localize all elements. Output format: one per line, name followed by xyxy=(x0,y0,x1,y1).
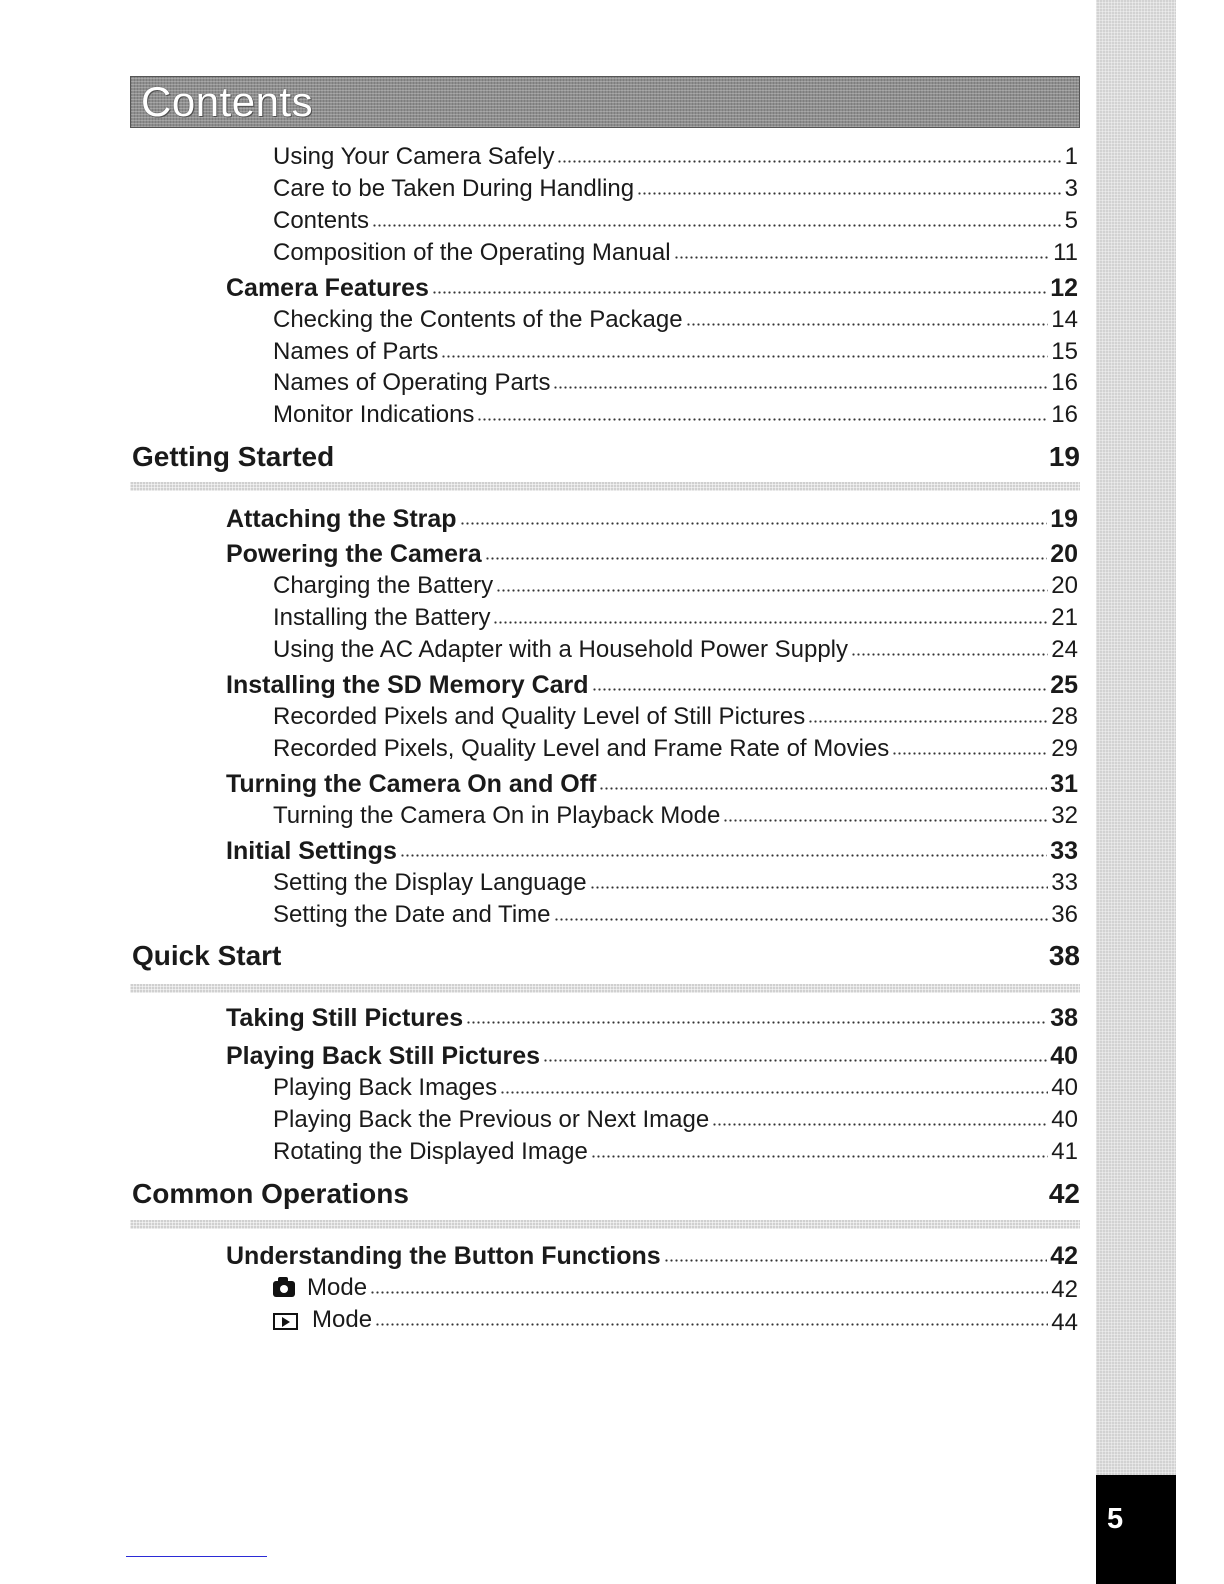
toc-entry-title xyxy=(273,1072,497,1104)
toc-entry-title xyxy=(273,634,848,666)
toc-entry-title xyxy=(273,867,587,899)
toc-entry-title xyxy=(273,570,493,602)
toc-entry-text: Playing Back Still Pictures xyxy=(226,1042,541,1070)
toc-entry-text: Mode xyxy=(312,1306,373,1333)
toc-entry-text: Taking Still Pictures xyxy=(226,1004,464,1032)
dot-leader xyxy=(493,618,1048,626)
toc-entry-title xyxy=(226,1240,661,1272)
toc-entry-title xyxy=(273,237,671,269)
section-title: Quick Start xyxy=(132,940,282,971)
toc-entry-text: Setting the Date and Time xyxy=(273,901,551,928)
toc-entry-title xyxy=(273,367,550,399)
toc-entry-subtopic[interactable] xyxy=(273,399,1078,431)
dot-leader xyxy=(500,1088,1048,1096)
toc-entry-text: Names of Operating Parts xyxy=(273,369,551,396)
toc-entry-text: Checking the Contents of the Package xyxy=(273,306,683,333)
toc-entry-text: Names of Parts xyxy=(273,338,439,365)
toc-entry-text: Using Your Camera Safely xyxy=(273,143,555,170)
toc-entry-title xyxy=(273,602,490,634)
toc-entry-title xyxy=(273,1136,588,1168)
toc-entry-subtopic[interactable] xyxy=(273,1304,1078,1336)
toc-page-number: 20 xyxy=(1051,572,1078,599)
toc-page-number: 20 xyxy=(1050,540,1078,568)
toc-entry-topic[interactable] xyxy=(226,272,1078,304)
dot-leader xyxy=(485,554,1048,562)
dot-leader xyxy=(808,717,1048,725)
toc-entry-subtopic[interactable] xyxy=(273,733,1078,765)
toc-page-number: 11 xyxy=(1053,239,1078,266)
toc-entry-text: Understanding the Button Functions xyxy=(226,1242,661,1270)
toc-page-number: 31 xyxy=(1050,770,1078,798)
toc-entry-text: Contents xyxy=(273,207,370,234)
toc-entry-subtopic[interactable] xyxy=(273,1072,1078,1104)
toc-entry-text: Recorded Pixels and Quality Level of Still Pictures xyxy=(273,703,806,730)
dot-leader xyxy=(590,883,1049,891)
section-heading[interactable] xyxy=(132,440,1080,474)
toc-entry-subtopic[interactable] xyxy=(273,336,1078,368)
dot-leader xyxy=(723,816,1048,824)
toc-entry-title xyxy=(273,800,720,832)
dot-leader xyxy=(553,383,1048,391)
toc-entry-title xyxy=(226,835,397,867)
dot-leader xyxy=(466,1018,1047,1026)
toc-page-number: 40 xyxy=(1050,1042,1078,1070)
toc-entry-subtopic[interactable] xyxy=(273,205,1078,237)
toc-entry-title xyxy=(273,336,438,368)
toc-entry-subtopic[interactable] xyxy=(273,237,1078,269)
dot-leader xyxy=(664,1256,1048,1264)
section-heading[interactable] xyxy=(132,939,1080,973)
section-page-number: 38 xyxy=(1048,940,1080,971)
dot-leader xyxy=(674,253,1051,261)
toc-entry-text: Powering the Camera xyxy=(226,540,482,568)
toc-entry-topic[interactable] xyxy=(226,1040,1078,1072)
toc-entry-topic[interactable] xyxy=(226,835,1078,867)
toc-entry-title xyxy=(226,503,457,535)
toc-page-number: 33 xyxy=(1050,837,1078,865)
toc-entry-text: Rotating the Displayed Image xyxy=(273,1138,588,1165)
dot-leader xyxy=(599,784,1047,792)
toc-page-number: 32 xyxy=(1051,802,1078,829)
toc-entry-text: Using the AC Adapter with a Household Power Supply xyxy=(273,636,849,663)
dot-leader xyxy=(591,1152,1048,1160)
toc-entry-subtopic[interactable] xyxy=(273,304,1078,336)
toc-entry-text: Setting the Display Language xyxy=(273,869,587,896)
toc-entry-title xyxy=(273,399,474,431)
toc-entry-subtopic[interactable] xyxy=(273,1272,1078,1304)
toc-entry-text: Initial Settings xyxy=(226,837,397,865)
dot-leader xyxy=(543,1056,1047,1064)
toc-page-number: 24 xyxy=(1051,636,1078,663)
toc-entry-title xyxy=(273,1304,372,1336)
toc-entry-text: Playing Back the Previous or Next Image xyxy=(273,1106,710,1133)
camera-icon xyxy=(273,1281,295,1297)
dot-leader xyxy=(460,519,1048,527)
toc-entry-title xyxy=(226,1002,463,1034)
dot-leader xyxy=(477,415,1048,423)
dot-leader xyxy=(441,352,1048,360)
toc-page-number: 40 xyxy=(1051,1106,1078,1133)
toc-entry-text: Mode xyxy=(307,1274,368,1301)
toc-page-number: 36 xyxy=(1051,901,1078,928)
section-title: Getting Started xyxy=(132,441,335,472)
dot-leader xyxy=(375,1320,1048,1328)
toc-page-number: 28 xyxy=(1051,703,1078,730)
toc-entry-text: Recorded Pixels, Quality Level and Frame Rate of Movies xyxy=(273,735,890,762)
toc-entry-topic[interactable] xyxy=(226,1240,1078,1272)
section-divider xyxy=(130,482,1080,491)
dot-leader xyxy=(712,1120,1048,1128)
toc-entry-subtopic[interactable] xyxy=(273,1136,1078,1168)
toc-entry-text: Camera Features xyxy=(226,274,429,302)
dot-leader xyxy=(686,320,1049,328)
toc-entry-text: Care to be Taken During Handling xyxy=(273,175,635,202)
toc-entry-subtopic[interactable] xyxy=(273,867,1078,899)
toc-entry-title xyxy=(226,538,482,570)
section-divider xyxy=(130,1220,1080,1229)
toc-page-number: 19 xyxy=(1050,505,1078,533)
toc-page-number: 16 xyxy=(1051,369,1078,396)
toc-page-number: 14 xyxy=(1051,306,1078,333)
toc-entry-title xyxy=(273,304,683,336)
toc-page-number: 3 xyxy=(1064,175,1078,202)
toc-page-number: 44 xyxy=(1051,1308,1078,1336)
playback-icon xyxy=(273,1313,298,1330)
toc-entry-subtopic[interactable] xyxy=(273,570,1078,602)
section-title: Common Operations xyxy=(132,1178,409,1209)
toc-page-number: 25 xyxy=(1050,671,1078,699)
toc-entry-title xyxy=(273,173,634,205)
dot-leader xyxy=(496,586,1048,594)
dot-leader xyxy=(372,221,1062,229)
dot-leader xyxy=(370,1288,1048,1296)
toc-entry-text: Attaching the Strap xyxy=(226,505,457,533)
toc-entry-title xyxy=(226,272,429,304)
section-divider xyxy=(130,984,1080,993)
toc-page-number: 16 xyxy=(1051,401,1078,428)
toc-page-number: 42 xyxy=(1051,1276,1078,1303)
toc-page-number: 15 xyxy=(1051,338,1078,365)
toc-entry-subtopic[interactable] xyxy=(273,602,1078,634)
page-title: Contents xyxy=(141,78,314,125)
toc-entry-text: Installing the SD Memory Card xyxy=(226,671,589,699)
toc-entry-subtopic[interactable] xyxy=(273,173,1078,205)
toc-entry-subtopic[interactable] xyxy=(273,701,1078,733)
dot-leader xyxy=(554,915,1049,923)
toc-page-number: 1 xyxy=(1064,143,1078,170)
dot-leader xyxy=(432,288,1047,296)
toc-entry-subtopic[interactable] xyxy=(273,800,1078,832)
dot-leader xyxy=(637,189,1062,197)
toc-entry-title xyxy=(273,733,889,765)
toc-entry-title xyxy=(273,899,551,931)
toc-entry-subtopic[interactable] xyxy=(273,141,1078,173)
toc-entry-title xyxy=(273,1104,709,1136)
section-heading[interactable] xyxy=(132,1177,1080,1211)
toc-entry-text: Playing Back Images xyxy=(273,1074,498,1101)
toc-page-number: 40 xyxy=(1051,1074,1078,1101)
toc-page-number: 29 xyxy=(1051,735,1078,762)
toc-entry-text: Turning the Camera On in Playback Mode xyxy=(273,802,721,829)
toc-page-number: 41 xyxy=(1051,1138,1078,1165)
toc-entry-text: Monitor Indications xyxy=(273,401,475,428)
toc-entry-text: Turning the Camera On and Off xyxy=(226,770,597,798)
dot-leader xyxy=(892,749,1048,757)
toc-page-number: 42 xyxy=(1050,1242,1078,1270)
toc-entry-topic[interactable] xyxy=(226,503,1078,535)
toc-entry-text: Charging the Battery xyxy=(273,572,494,599)
toc-entry-text: Installing the Battery xyxy=(273,604,491,631)
toc-entry-topic[interactable] xyxy=(226,538,1078,570)
toc-entry-title xyxy=(273,701,805,733)
toc-entry-topic[interactable] xyxy=(226,768,1078,800)
dot-leader xyxy=(557,157,1061,165)
toc-entry-title xyxy=(226,1040,540,1072)
toc-entry-topic[interactable] xyxy=(226,669,1078,701)
toc-page-number: 21 xyxy=(1051,604,1078,631)
toc-entry-subtopic[interactable] xyxy=(273,634,1078,666)
toc-page-number: 12 xyxy=(1050,274,1078,302)
dot-leader xyxy=(592,685,1048,693)
section-page-number: 42 xyxy=(1048,1178,1080,1209)
page-number: 5 xyxy=(1107,1503,1124,1535)
toc-entry-subtopic[interactable] xyxy=(273,899,1078,931)
section-page-number: 19 xyxy=(1048,441,1080,472)
toc-entry-subtopic[interactable] xyxy=(273,367,1078,399)
toc-entry-title xyxy=(273,205,369,237)
toc-page-number: 5 xyxy=(1064,207,1078,234)
toc-entry-title xyxy=(273,1272,367,1304)
toc-page-number: 33 xyxy=(1051,869,1078,896)
bottom-link-rule xyxy=(126,1556,267,1557)
toc-entry-title xyxy=(273,141,554,173)
toc-entry-text: Composition of the Operating Manual xyxy=(273,239,671,266)
toc-entry-title xyxy=(226,768,596,800)
toc-entry-title xyxy=(226,669,589,701)
toc-page-number: 38 xyxy=(1050,1004,1078,1032)
dot-leader xyxy=(400,851,1047,859)
toc-entry-topic[interactable] xyxy=(226,1002,1078,1034)
dot-leader xyxy=(851,650,1048,658)
toc-entry-subtopic[interactable] xyxy=(273,1104,1078,1136)
